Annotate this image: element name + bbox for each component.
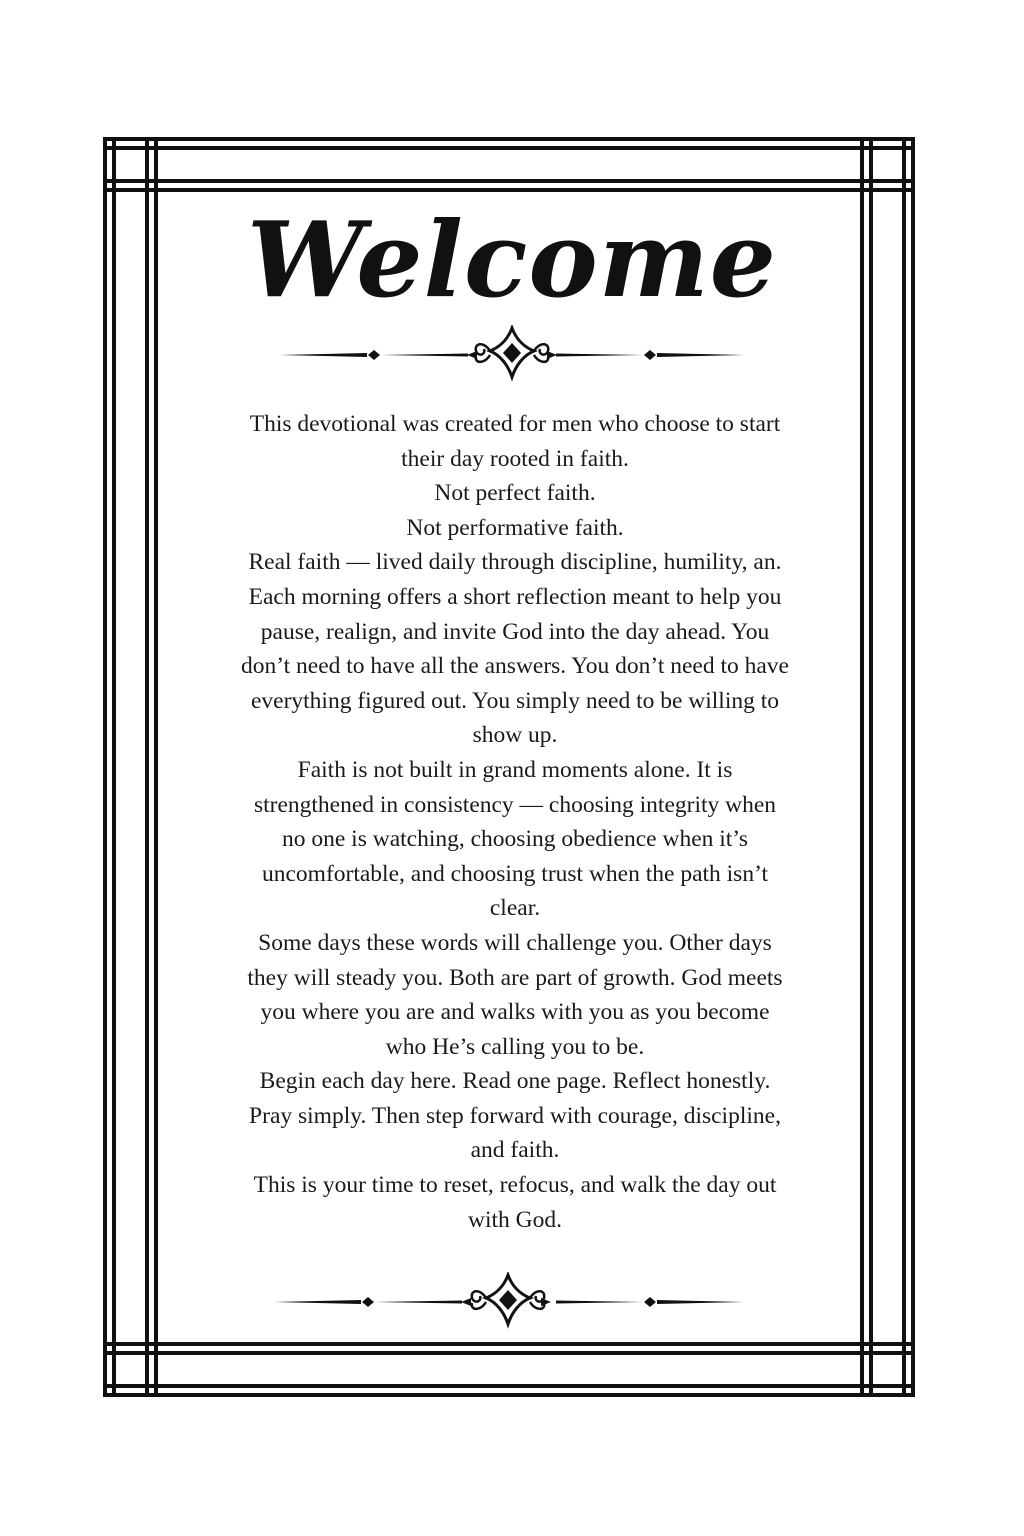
- body-line: Some days these words will challenge you. Other days: [258, 929, 772, 956]
- body-line: Not performative faith.: [406, 514, 624, 541]
- body-line: and faith.: [470, 1137, 560, 1164]
- body-line: show up.: [472, 722, 558, 749]
- body-line: who He’s calling you to be.: [385, 1033, 645, 1060]
- body-line: no one is watching, choosing obedience when it’s: [282, 826, 748, 853]
- body-line: uncomfortable, and choosing trust when the path isn’t: [261, 860, 769, 887]
- body-line: they will steady you. Both are part of growth. God meets: [247, 964, 783, 991]
- flourish-divider-top: [272, 325, 752, 385]
- body-line: pause, realign, and invite God into the day ahead. You: [260, 618, 770, 645]
- flourish-divider-bottom: [272, 1272, 752, 1332]
- body-line: This is your time to reset, refocus, and walk the day out: [253, 1172, 777, 1199]
- body-line: you where you are and walks with you as you become: [260, 999, 770, 1026]
- body-line: everything figured out. You simply need to be willing to: [250, 687, 780, 714]
- body-line: Not perfect faith.: [434, 480, 596, 507]
- body-line: Each morning offers a short reflection meant to help you: [248, 583, 782, 610]
- body-line: Pray simply. Then step forward with courage, discipline,: [249, 1102, 781, 1129]
- body-line: Begin each day here. Read one page. Reflect honestly.: [259, 1068, 771, 1095]
- body-line: Real faith — lived daily through discipline, humility, an.: [248, 549, 782, 576]
- body-line: don’t need to have all the answers. You don’t need to have: [240, 653, 789, 680]
- page-title: Welcome: [247, 198, 777, 321]
- body-line: clear.: [489, 895, 541, 922]
- body-line: Faith is not built in grand moments alone. It is: [297, 756, 733, 783]
- body-line: with God.: [468, 1206, 562, 1233]
- welcome-body-text: [190, 407, 840, 1237]
- body-line: strengthened in consistency — choosing integrity when: [253, 791, 777, 818]
- body-line: This devotional was created for men who choose to start: [249, 411, 781, 437]
- body-line: their day rooted in faith.: [401, 445, 629, 472]
